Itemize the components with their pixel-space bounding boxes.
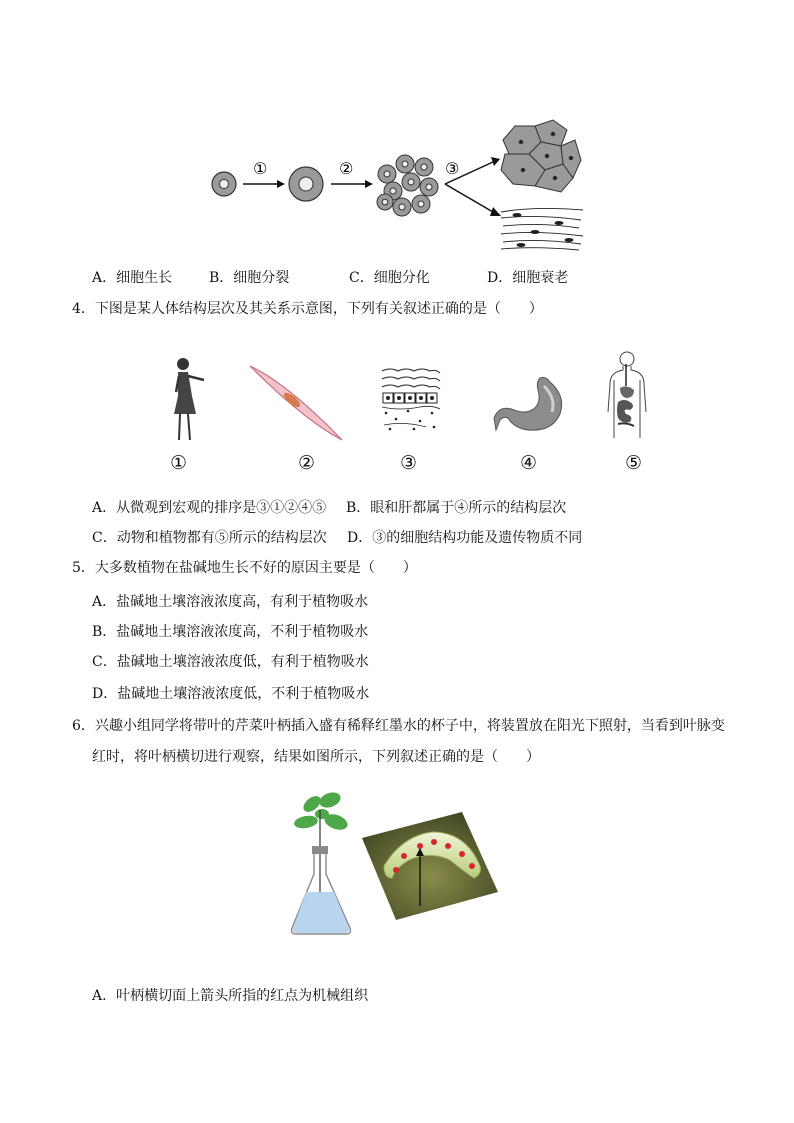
- q4-option-b[interactable]: B．眼和肝都属于④所示的结构层次: [346, 500, 567, 516]
- flask-figure: [286, 788, 360, 936]
- petiole-section-figure: [362, 812, 498, 920]
- q4-stem: 4．下图是某人体结构层次及其关系示意图，下列有关叙述正确的是（ ）: [72, 301, 543, 317]
- q5-option-a[interactable]: A．盐碱地土壤溶液浓度高，有利于植物吸水: [92, 594, 369, 610]
- q3-option-b[interactable]: B．细胞分裂: [209, 270, 290, 286]
- q6-option-a[interactable]: A．叶柄横切面上箭头所指的红点为机械组织: [92, 988, 369, 1004]
- q5-stem: 5．大多数植物在盐碱地生长不好的原因主要是（ ）: [72, 560, 417, 576]
- q4-option-c[interactable]: C．动物和植物都有⑤所示的结构层次: [92, 530, 327, 546]
- q4-label-3: ③: [400, 452, 418, 474]
- step-2-label: ②: [339, 159, 354, 178]
- arrow-3-down: [445, 184, 493, 212]
- q4-option-a[interactable]: A．从微观到宏观的排序是③①②④⑤: [92, 500, 327, 516]
- tissue-figure: [380, 367, 442, 435]
- leaves: [293, 790, 350, 833]
- q6-stem-line-2: 红时，将叶柄横切进行观察，结果如图所示，下列叙述正确的是（ ）: [92, 749, 540, 765]
- muscle-cell-figure: [248, 362, 344, 442]
- q4-label-4: ④: [520, 452, 538, 474]
- grown-cell: [289, 167, 323, 201]
- cell-cluster: [377, 155, 438, 216]
- step-1-label: ①: [253, 159, 268, 178]
- q3-option-c[interactable]: C．细胞分化: [349, 270, 430, 286]
- q4-label-5: ⑤: [625, 452, 643, 474]
- polygonal-tissue: [501, 120, 581, 192]
- q3-option-d[interactable]: D．细胞衰老: [487, 270, 569, 286]
- step-3-label: ③: [445, 159, 460, 178]
- q5-option-c[interactable]: C．盐碱地土壤溶液浓度低，有利于植物吸水: [92, 654, 369, 670]
- q4-option-d[interactable]: D．③的细胞结构功能及遗传物质不同: [347, 530, 583, 546]
- q6-stem-line-1: 6．兴趣小组同学将带叶的芹菜叶柄插入盛有稀释红墨水的杯子中，将装置放在阳光下照射，当看到叶脉变: [72, 718, 725, 734]
- person-figure: [166, 356, 210, 442]
- stomach-figure: [492, 374, 568, 438]
- q4-label-1: ①: [170, 452, 188, 474]
- q4-label-2: ②: [298, 452, 316, 474]
- small-cell: [212, 172, 236, 196]
- q3-option-a[interactable]: A．细胞生长: [92, 270, 173, 286]
- q5-option-b[interactable]: B．盐碱地土壤溶液浓度高，不利于植物吸水: [92, 624, 369, 640]
- body-system-figure: [604, 350, 650, 442]
- q5-option-d[interactable]: D．盐碱地土壤溶液浓度低，不利于植物吸水: [92, 686, 370, 702]
- cell-process-diagram: [195, 112, 615, 257]
- fibrous-tissue: [501, 208, 583, 250]
